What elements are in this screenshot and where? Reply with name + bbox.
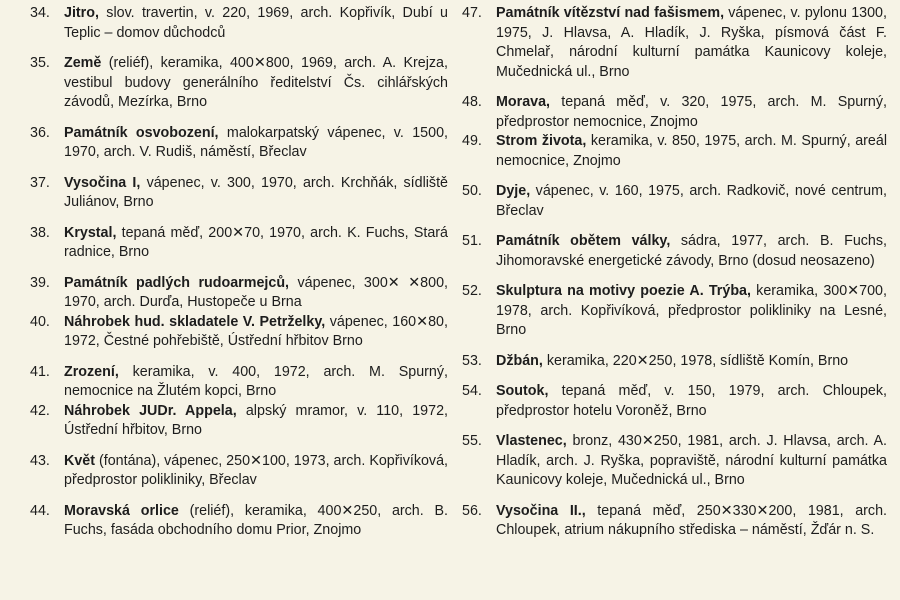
entry-description: slov. travertin, v. 220, 1969, arch. Kopřivík, Dubí u Teplic – domov důchodců (64, 5, 448, 41)
entry-description: tepaná měď, v. 150, 1979, arch. Chloupek, předprostor hotelu Voroněž, Brno (496, 383, 887, 419)
entry-title: Náhrobek hud. skladatele V. Petrželky, (64, 313, 326, 330)
catalog-entry (30, 4, 448, 43)
catalog-entry (462, 232, 887, 271)
entry-title: Strom života, (496, 133, 587, 149)
entry-number: 56. (462, 502, 482, 519)
entry-title: Památník vítězství nad fašismem, (496, 5, 725, 21)
catalog-entry (30, 124, 448, 163)
entry-number: 48. (462, 94, 482, 110)
entry-title: Vysočina I, (64, 174, 141, 191)
entry-number: 43. (30, 452, 50, 469)
right-column (462, 4, 887, 552)
entry-number: 35. (30, 55, 50, 71)
catalog-entry (462, 4, 887, 82)
entry-description: vápenec, 300✕ ✕800, 1970, arch. Durďa, Hustopeče u Brna (64, 274, 448, 310)
entry-description: tepaná měď, 250✕330✕200, 1981, arch. Chloupek, atrium nákupního střediska – náměstí, Žďár n. S. (496, 502, 887, 538)
entry-title: Dyje, (496, 183, 531, 199)
catalog-entry (462, 132, 887, 171)
entry-description: alpský mramor, v. 110, 1972, Ústřední hřbitov, Brno (64, 402, 448, 438)
entry-number: 54. (462, 383, 482, 399)
entry-text (64, 124, 448, 163)
entry-text (496, 352, 887, 372)
entry-text (64, 54, 448, 113)
catalog-entry (462, 502, 887, 541)
entry-description: vápenec, v. pylonu 1300, 1975, J. Hlavsa, A. Hladík, J. Ryška, písmová část F. Chmelař, národní kulturní památka Kaunicovy koleje, Mučednická ul., Brno (496, 5, 887, 80)
catalog-entry (30, 402, 448, 441)
entry-number: 52. (462, 283, 482, 299)
entry-title: Jitro, (64, 5, 99, 21)
entry-text (496, 432, 887, 491)
entry-number: 37. (30, 174, 50, 191)
entry-text (496, 93, 887, 132)
entry-text (64, 313, 448, 352)
entry-description: keramika, 300✕700, 1978, arch. Kopřivíková, předprostor polikliniky na Lesné, Brno (496, 283, 887, 338)
entry-number: 47. (462, 5, 482, 21)
entry-number: 50. (462, 183, 482, 199)
catalog-entry (30, 174, 448, 213)
entry-text (64, 224, 448, 263)
entry-text (496, 232, 887, 271)
entry-title: Zrození, (64, 363, 119, 380)
catalog-entry (30, 54, 448, 113)
catalog-entry (462, 93, 887, 132)
catalog-entry (30, 363, 448, 402)
entry-text (496, 282, 887, 341)
entry-title: Vlastenec, (496, 433, 567, 449)
entry-description: vápenec, v. 160, 1975, arch. Radkovič, nové centrum, Břeclav (496, 183, 887, 219)
entry-number: 39. (30, 274, 50, 291)
catalog-entry (462, 282, 887, 341)
entry-title: Džbán, (496, 352, 543, 369)
catalog-entry (30, 502, 448, 541)
entry-description: (reliéf), keramika, 400✕800, 1969, arch. A. Krejza, vestibul budovy generálního ředitelství Čs. cihlářských závodů, Mezírka, Brno (64, 55, 448, 110)
entry-number: 38. (30, 224, 50, 241)
entry-text (64, 402, 448, 441)
entry-description: (fontána), vápenec, 250✕100, 1973, arch. Kopřivíková, předprostor polikliniky, Břeclav (64, 452, 448, 488)
entry-text (64, 174, 448, 213)
catalog-entry (30, 274, 448, 313)
entry-number: 55. (462, 433, 482, 449)
entry-text (64, 452, 448, 491)
catalog-entry (462, 382, 887, 421)
entry-number: 51. (462, 233, 482, 249)
entry-description: keramika, 220✕250, 1978, sídliště Komín, Brno (546, 352, 849, 369)
entry-title: Skulptura na motivy poezie A. Trýba, (496, 283, 751, 299)
entry-text (64, 4, 448, 43)
entry-text (496, 182, 887, 221)
entry-title: Památník padlých rudoarmejců, (64, 274, 290, 291)
entry-description: vápenec, v. 300, 1970, arch. Krchňák, sídliště Juliánov, Brno (64, 174, 448, 210)
entry-title: Moravská orlice (64, 502, 179, 519)
entry-text (64, 274, 448, 313)
catalog-entry (30, 313, 448, 352)
entry-number: 40. (30, 313, 50, 330)
entry-number: 36. (30, 124, 50, 141)
catalog-entry (462, 182, 887, 221)
entry-title: Soutok, (496, 383, 549, 399)
entry-title: Vysočina II., (496, 502, 586, 519)
entry-description: sádra, 1977, arch. B. Fuchs, Jihomoravské energetické závody, Brno (dosud neosazeno) (496, 233, 887, 269)
entry-description: tepaná měď, 200✕70, 1970, arch. K. Fuchs, Stará radnice, Brno (64, 224, 448, 260)
catalog-entry (462, 352, 887, 372)
entry-description: keramika, v. 400, 1972, arch. M. Spurný, nemocnice na Žlutém kopci, Brno (64, 363, 448, 399)
entry-number: 53. (462, 352, 482, 369)
entry-number: 34. (30, 5, 50, 21)
catalog-entry (462, 432, 887, 491)
entry-text (496, 382, 887, 421)
left-column (30, 4, 448, 552)
entry-title: Památník osvobození, (64, 124, 219, 141)
entry-description: tepaná měď, v. 320, 1975, arch. M. Spurný, předprostor nemocnice, Znojmo (496, 94, 887, 130)
entry-number: 49. (462, 133, 482, 149)
entry-description: (reliéf), keramika, 400✕250, arch. B. Fuchs, fasáda obchodního domu Prior, Znojmo (64, 502, 448, 538)
catalog-entry (30, 452, 448, 491)
entry-title: Morava, (496, 94, 551, 110)
entry-description: keramika, v. 850, 1975, arch. M. Spurný, areál nemocnice, Znojmo (496, 133, 887, 169)
entry-text (496, 4, 887, 82)
entry-text (496, 132, 887, 171)
catalog-entry (30, 224, 448, 263)
entry-text (496, 502, 887, 541)
entry-title: Náhrobek JUDr. Appela, (64, 402, 237, 419)
entry-description: bronz, 430✕250, 1981, arch. J. Hlavsa, arch. A. Hladík, arch. J. Ryška, popraviště, národní kulturní památka Kaunicovy koleje, Mučednická ul., Brno (496, 433, 887, 488)
entry-title: Památník obětem války, (496, 233, 671, 249)
entry-title: Země (64, 55, 102, 71)
entry-description: vápenec, 160✕80, 1972, Čestné pohřebiště, Ústřední hřbitov Brno (64, 313, 448, 349)
entry-title: Květ (64, 452, 95, 469)
entry-text (64, 502, 448, 541)
entry-title: Krystal, (64, 224, 117, 241)
entry-number: 42. (30, 402, 50, 419)
entry-description: malokarpatský vápenec, v. 1500, 1970, arch. V. Rudiš, náměstí, Břeclav (64, 124, 448, 160)
entry-number: 41. (30, 363, 50, 380)
entry-text (64, 363, 448, 402)
entry-number: 44. (30, 502, 50, 519)
